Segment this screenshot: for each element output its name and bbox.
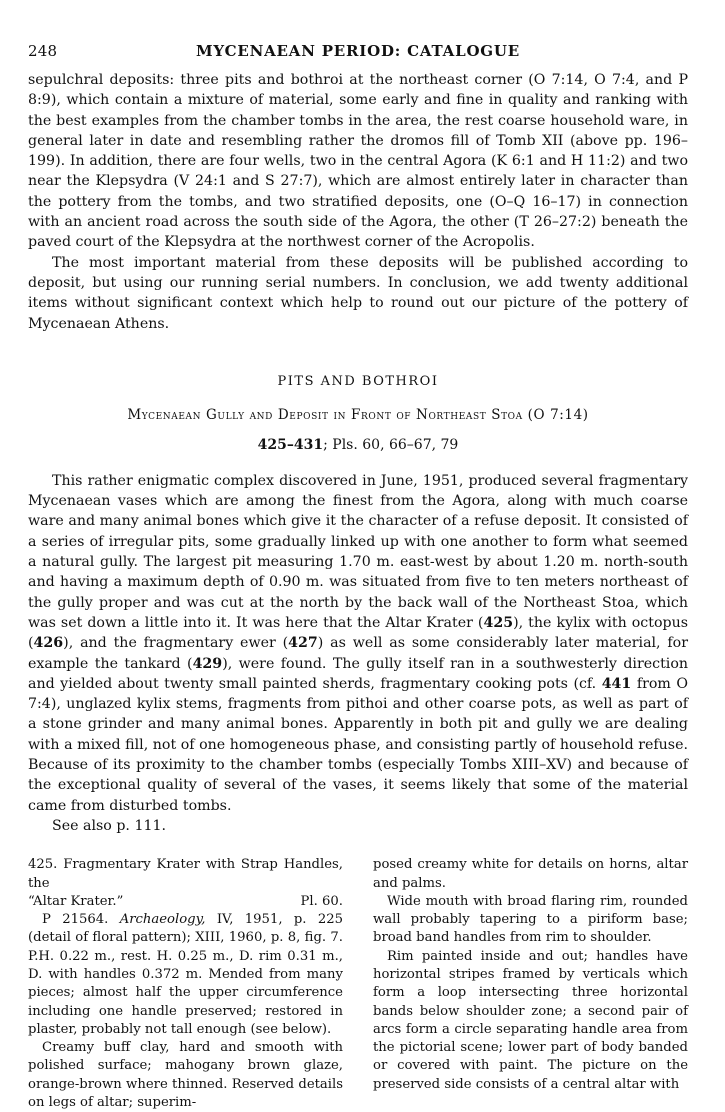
plates-reference: ; Pls. 60, 66–67, 79: [323, 436, 459, 453]
catalogue-ref-441[interactable]: 441: [601, 675, 632, 692]
inventory-number: P 21564.: [42, 912, 120, 928]
running-title: MYCENAEAN PERIOD: CATALOGUE: [195, 42, 521, 60]
catalogue-column-left: [28, 856, 343, 1112]
entry-bibliography: P 21564. Archaeology, IV, 1951, p. 225 (detail of floral pattern); XIII, 1960, p. 8, fig. 7. P.H. 0.22 m., rest. H. 0.25 m., D. rim 0.31 m., D. with handles 0.372 m. Mended from many pieces; almost half the upper circumference including one handle preserved; restored in plaster, probably not tall enough (see below).: [28, 912, 343, 1037]
entry-title-continued: “Altar Krater.”: [28, 893, 124, 909]
entry-fabric: Creamy buff clay, hard and smooth with polished surface; mahogany brown glaze, orange-brown where thinned. Reserved details on legs of altar; superim-: [28, 1040, 343, 1111]
section-references: [28, 437, 688, 453]
catalogue-column-right: [373, 856, 688, 1112]
deposit-description: This rather enigmatic complex discovered in June, 1951, produced several fragmentary Mycenaean vases which are among the finest from the Agora, along with much coarse ware and many animal bones which give it the character of a refuse deposit. It consisted of a series of irregular pits, some gradually linked up with one another to form what seemed a natural gully. The largest pit measuring 1.70 m. east-west by about 1.20 m. north-south and having a maximum depth of 0.90 m. was situated from five to ten meters northeast of the gully proper and was cut at the north by the back wall of the Northeast Stoa, which was set down a little into it. It was here that the Altar Krater (425), the kylix with octopus (426), and the fragmentary ewer (427) as well as some considerably later material, for example the tankard (429), were found. The gully itself ran in a southwesterly direction and yielded about twenty small painted sherds, fragmentary cooking pots (cf. 441 from O 7:4), unglazed kylix stems, fragments from pithoi and other coarse pots, as well as part of a stone grinder and many animal bones. Apparently in both pit and gully we are dealing with a mixed fill, not of one homogeneous phase, and consisting partly of household refuse. Because of its proximity to the chamber tombs (especially Tombs XIII–XV) and because of the exceptional quality of several of the vases, it seems likely that some of the material came from disturbed tombs.: [28, 472, 688, 814]
catalogue-ref-426[interactable]: 426: [33, 635, 64, 652]
catalogue-ref-427[interactable]: 427: [288, 635, 318, 652]
running-header: [28, 42, 688, 60]
catalogue-range: 425–431: [257, 436, 324, 453]
page-number: 248: [28, 42, 58, 60]
catalogue-ref-425[interactable]: 425: [483, 614, 514, 631]
journal-title: Archaeology,: [119, 912, 206, 928]
entry-shape: Wide mouth with broad flaring rim, rounded wall probably tapering to a piriform base; broad band handles from rim to shoulder.: [373, 893, 688, 946]
page: [28, 42, 688, 1112]
entry-decoration: Rim painted inside and out; handles have horizontal stripes framed by verticals which form a loop intersecting three horizontal bands below shoulder zone; a second pair of arcs form a circle separating handle area from the pictorial scene; lower part of body banded or covered with paint. The picture on the preserved side consists of a central altar with: [373, 948, 688, 1092]
section-heading: PITS AND BOTHROI: [277, 373, 439, 389]
intro-paragraph-2: The most important material from these deposits will be published according to deposit, but using our running serial numbers. In conclusion, we add twenty additional items without significant context which help to round out our picture of the pottery of Mycenaean Athens.: [28, 254, 688, 332]
entry-title: 425. Fragmentary Krater with Strap Handles, the: [28, 857, 343, 891]
section-subheading: Mycenaean Gully and Deposit in Front of Northeast Stoa (O 7:14): [127, 406, 589, 423]
catalogue-columns: [28, 856, 688, 1112]
catalogue-ref-429[interactable]: 429: [192, 655, 223, 672]
intro-paragraph-1: sepulchral deposits: three pits and bothroi at the northeast corner (O 7:14, O 7:4, and P 8:9), which contain a mixture of material, some early and fine in quality and ranking with the best examples from the chamber tombs in the area, the rest coarse household ware, in general later in date and resembling rather the dromos fill of Tomb XII (above pp. 196–199). In addition, there are four wells, two in the central Agora (K 6:1 and H 11:2) and two near the Klepsydra (V 24:1 and S 27:7), which are almost entirely later in character than the pottery from the tombs, and two stratified deposits, one (O–Q 16–17) in connection with an ancient road across the south side of the Agora, the other (T 26–27:2) beneath the paved court of the Klepsydra at the northwest corner of the Acropolis.: [28, 72, 688, 251]
entry-plate: Pl. 60.: [300, 893, 343, 909]
see-also: See also p. 111.: [52, 817, 167, 834]
entry-fabric-continued: posed creamy white for details on horns, altar and palms.: [373, 857, 688, 891]
entry-number: 425.: [28, 857, 58, 873]
